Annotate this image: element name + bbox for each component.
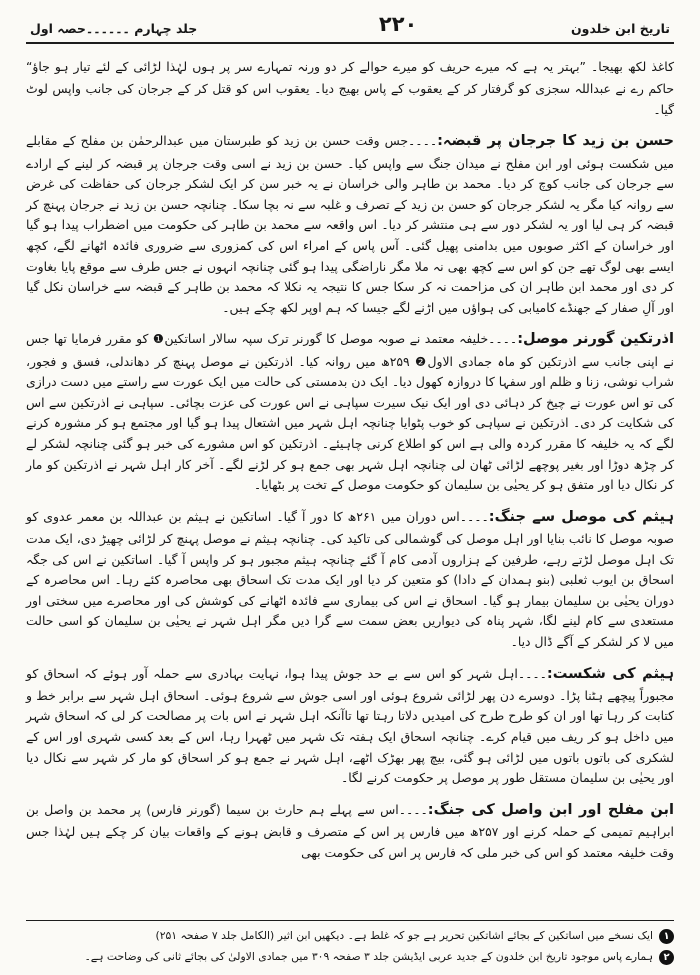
footnote-text: ہمارے پاس موجود تاریخ ابن خلدون کے جدید عربی ایڈیشن جلد ۳ صفحہ ۳۰۹ میں جمادی الاولیٰ کی بجائے ثانی کی وضاحت ہے۔: [84, 950, 653, 964]
footnote-marker-icon: ۱: [659, 929, 674, 944]
section-heading: حسن بن زید کا جرجان پر قبضہ:: [437, 132, 674, 150]
paragraph: [26, 505, 674, 653]
paragraph-text: ۔۔۔۔خلیفہ معتمد نے صوبہ موصل کا گورنر ترک سپہ سالار اساتکین❶ کو مقرر فرمایا تھا جس نے اپنی جانب سے اذرتکین کو ماہ جمادی الاول❷ ۲۵۹ھ میں روانہ کیا۔ اذرتکین نے موصل پہنچ کر دھاندلی، فسق و فجور، شراب نوشی، زنا و ظلم اور سفہا کا دروازہ کھول دیا۔ ایک دن بدمستی کی حالت میں ایک عورت سے راستے میں دست درازی کی تو اس عورت نے چیخ کر دہائی دی اور ایک نیک سیرت سپاہی نے اس عورت کی عزت بچائی۔ سپاہی نے اذرتکین سے اس کی شکایت کر دی۔ اذرتکین نے سپاہی کو خوب پٹوایا چنانچہ اہل شہر میں اشتعال پیدا ہو گیا اور مجتمع ہو کر مشورہ کرنے لگے کہ یہ خلیفہ کا مقرر کردہ والی ہے اس کو اطلاع کرنی چاہیئے۔ اذرتکین کو اس مشورے کی خبر ہو گئی چنانچہ لشکر لے کر چڑھ دوڑا اور بغیر پوچھے لڑائی ٹھان لی چنانچہ اہل شہر بھی جمع ہو کر لڑنے لگے۔ آخر کار اہل شہر نے اذرتکین کو مار کر نکال دیا اور متفق ہو کر یحیٰی بن سلیمان کو حکومت موصل کے تخت پر بٹھایا۔: [26, 331, 674, 493]
footnote: [26, 948, 674, 966]
page-header: [26, 10, 674, 44]
footnote-marker-icon: ۲: [659, 950, 674, 965]
paragraph-text: ۔۔۔۔اس سے پہلے ہم حارث بن سیما (گورنر فارس) پر محمد بن واصل بن ابراہیم تمیمی کے حملہ کرنے اور ۲۵۷ھ میں فارس پر اس کے متصرف و قابض ہونے کے واقعات بیان کر چکے ہیں لہٰذا جس وقت خلیفہ معتمد کو اس کی خبر ملی کہ فارس پر اس کی حکومت بھی: [26, 801, 674, 860]
paragraph: [26, 129, 674, 318]
page-body: [26, 44, 674, 863]
paragraph-text: ۔۔۔۔جس وقت حسن بن زید کو طبرستان میں عبدالرحمٰن بن مفلح کے مقابلے میں شکست ہوئی اور ابن مفلح نے میدان جنگ سے واپس کیا۔ حسن بن زید نے اسی وقت جرجان پر قبضہ کر لینے کے ارادے سے جرجان کی جانب کوچ کر دیا۔ محمد بن طاہر والی خراسان نے یہ خبر سن کر ایک لشکر جرجان کی حفاظت کی غرض سے روانہ کیا مگر یہ لشکر جرجان کو حسن بن زید کے تصرف و غلبہ سے نہ بچا سکا۔ چنانچہ حسن بن زید نے جرجان پہنچ کر قبضہ کر ہی لیا اور یہ لشکر دور سے ہی منتشر کر دیا۔ اس واقعہ سے محمد بن طاہر کی حکومت میں اضطراب پیدا ہو گیا اور خراسان کے اکثر صوبوں میں بدامنی پھیل گئی۔ آس پاس کے امراء اس کی کمزوری سے ضروری فائدہ اٹھانے لگے، کچھ ایسے بھی لوگ تھے جن کو اس سے کچھ بھی نہ ملا مگر ناراضگی پیدا ہو گئی چنانچہ انہوں نے جس طرف سے موقع پایا بغاوت کر دی اور محمد ابن طاہر ان کی مزاحمت نہ کر سکا جس کا نتیجہ یہ نکلا کہ محمد بن طاہر کے قبضہ سے خراسان نکل گیا اور آلِ صفار کے جھنڈے کامیابی کی ہواؤں میں اڑنے لگے جیسا کہ ہم اوپر لکھ چکے ہیں۔: [26, 133, 674, 315]
book-title: تاریخ ابن خلدون: [571, 21, 670, 36]
footnotes-section: [26, 920, 674, 969]
section-heading: ابن مفلح اور ابن واصل کی جنگ:: [427, 800, 674, 818]
paragraph: [26, 327, 674, 495]
footnote-text: ایک نسخے میں اساتکین کے بجائے اشاتکین تحریر ہے جو کہ غلط ہے۔ دیکھیں ابن اثیر (الکامل جلد ۷ صفحہ ۲۵۱): [155, 929, 653, 943]
paragraph: [26, 55, 674, 120]
section-heading: ہیثم کی شکست:: [546, 664, 675, 682]
paragraph-text: ۔۔۔۔اس دوران میں ۲۶۱ھ کا دور آ گیا۔ اساتکین نے ہیثم بن عبداللہ بن معمر عدوی کو صوبہ موصل کا نائب بنایا اور اہل موصل کی گوشمالی کی تاکید کی۔ چنانچہ ہیثم نے موصل پہنچ کر لڑائی چھیڑ دی، ایک مدت تک اہل موصل لڑتے رہے، طرفین کے ہزاروں آدمی کام آ گئے چنانچہ ہیثم مجبور ہو کر واپس آ گیا۔ اساتکین نے اس کی جگہ اسحاق بن ایوب ثعلبی (بنو ہمدان کے دادا) کو متعین کر دیا اور ایک مدت تک اسحاق بھی محاصرہ کئے رہا۔ اس محاصرہ کے دوران یحیٰی بن سلیمان بیمار ہو گیا۔ اسحاق نے اس کی بیماری سے فائدہ اٹھانے کی کوشش کی اور محاصرے میں سختی اور مستعدی سے کام لینے لگا، شہر پناہ کی دیواریں بعض سمت سے گرا دیں مگر اہل شہر نے یحیٰی بن سلیمان کو اسی حالت میں لا کر لشکر کے آگے ڈال دیا۔: [26, 508, 674, 649]
section-heading: ہیثم کی موصل سے جنگ:: [488, 507, 674, 525]
footnote: [26, 927, 674, 945]
page-number: ۲۲۰: [378, 12, 418, 36]
section-heading: اذرتکین گورنر موصل:: [517, 330, 675, 348]
volume-part-label: جلد چہارم ۔۔۔۔۔۔حصہ اول: [30, 21, 198, 36]
paragraph: [26, 798, 674, 863]
paragraph: [26, 662, 674, 789]
paragraph-text: کاغذ لکھ بھیجا۔ ”بہتر یہ ہے کہ میرے حریف کو میرے حوالے کر دو ورنہ تمہارے سر پر ہوں لہٰذا لڑائی کے لئے تیار ہو جاؤ“ حاکم رے نے عبداللہ سجزی کو گرفتار کر کے یعقوب کے پاس بھیج دیا۔ یعقوب اس کو قتل کر کے جرجان کی جانب واپس لوٹ گیا۔: [26, 59, 674, 117]
paragraph-text: ۔۔۔۔اہل شہر کو اس سے بے حد جوش پیدا ہوا، نہایت بہادری سے حملہ آور ہوئے کہ اسحاق کو مجبوراً پیچھے ہٹنا پڑا۔ دوسرے دن پھر لڑائی شروع ہوئی اور اسی جوش سے شروع ہوئی۔ اسحاق اہل شہر سے برابر خط و کتابت کر رہا تھا اور ان کو طرح طرح کی امیدیں دلاتا رہتا تھا تاآنکہ اہل شہر نے اس بات پر مصالحت کر لی کہ اسحاق شہر میں داخل ہو کر ریف میں قیام کرے۔ چنانچہ اسحاق ایک ہفتہ تک شہر میں ٹھہرا رہا، اس کے بعد کسی شہری اور اس کے لشکری کی باتوں باتوں میں لڑائی ہو گئی، بیچ پھر بھڑک اٹھے، اہل شہر نے جمع ہو کر اسحاق کو مار کر شہر سے نکال دیا اور یحیٰی بن سلیمان مستقل طور پر موصل پر حکومت کرنے لگا۔: [26, 665, 674, 786]
